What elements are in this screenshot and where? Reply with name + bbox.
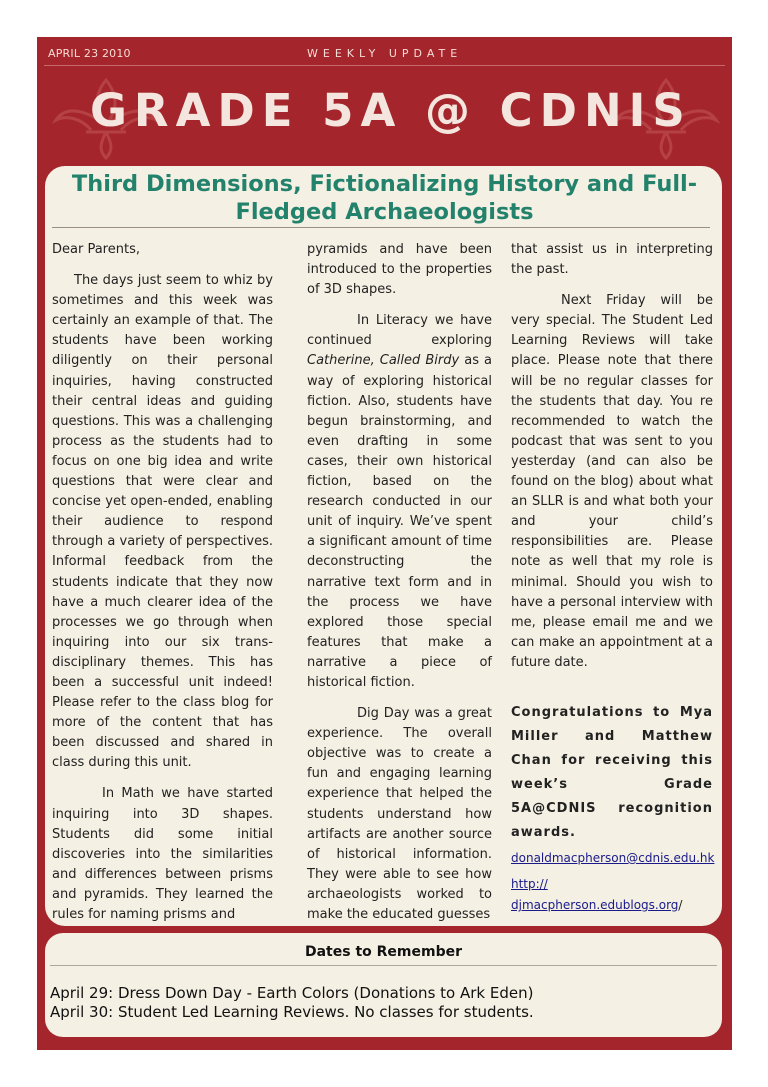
date-item: April 30: Student Led Learning Reviews. No classes for students.: [50, 1003, 534, 1021]
paragraph-3d-shapes: pyramids and have been introduced to the properties of 3D shapes.: [307, 242, 492, 298]
paragraph-sllr: Next Friday will be very special. The Student Led Learning Reviews will take place. Please note that there will be no regular classes for the students that day. You re recommended to watch the podcast that was sent to you yesterday (and can also be found on the blog) about what an SLLR is and what both your and your child’s responsibilities are. Please note as well that my role is minimal. Should you wish to have a personal interview with me, please email me and we can make an appointment at a future date.: [511, 293, 713, 670]
issue-date: APRIL 23 2010: [48, 47, 131, 60]
headline-divider: [52, 227, 710, 228]
paragraph-dig-day: Dig Day was a great experience. The overall objective was to create a fun and engaging learning experience that helped the students understand how artifacts are another source of historical information. They were able to see how archaeologists worked to make the educated guesses: [307, 706, 492, 922]
article-column-1: [52, 240, 273, 925]
dates-divider: [50, 965, 717, 966]
article-column-3: [511, 240, 713, 916]
book-title: Catherine, Called Birdy: [307, 353, 460, 369]
newsletter-title: GRADE 5A @ CDNIS: [90, 84, 692, 137]
paragraph-inquiries: The days just seem to whiz by sometimes and this week was certainly an example of that. The students have been working diligently on their personal inquiries, having constructed their central ideas and guiding questions. This was a challenging process as the students had to focus on one big idea and write questions that were clear and concise yet open-ended, enabling their audience to respond through a variety of perspectives. Informal feedback from the students indicate that they now have a much clearer idea of the processes we go through when inquiring into our six trans-disciplinary themes. This has been a successful unit indeed! Please refer to the class blog for more of the content that has been discussed and shared in class during this unit.: [52, 273, 273, 771]
blog-link-block: http:// djmacpherson.edublogs.org/: [511, 875, 713, 916]
blog-link-line-1[interactable]: http://: [511, 877, 548, 892]
salutation: Dear Parents,: [52, 242, 140, 257]
award-announcement: Congratulations to Mya Miller and Matthew Chan for receiving this week’s Grade 5A@CDNIS recognition awards.: [511, 704, 713, 840]
email-link[interactable]: donaldmacpherson@cdnis.edu.hk: [511, 850, 715, 865]
article-headline: Third Dimensions, Fictionalizing History and Full-Fledged Archaeologists: [71, 171, 698, 225]
dates-heading: Dates to Remember: [304, 944, 462, 960]
blog-link-line-2[interactable]: djmacpherson.edublogs.org: [511, 898, 679, 913]
paragraph-past: that assist us in interpreting the past.: [511, 242, 713, 278]
date-item: April 29: Dress Down Day - Earth Colors (Donations to Ark Eden): [50, 984, 534, 1002]
header-divider: [44, 65, 725, 66]
article-column-2: [307, 240, 492, 925]
paragraph-literacy: In Literacy we have continued exploring Catherine, Called Birdy as a way of exploring historical fiction. Also, students have begun brainstorming, and even drafting in some cases, their own historical fiction, based on the research conducted in our unit of inquiry. We’ve spent a significant amount of time deconstructing the narrative text form and in the process we have explored those special features that make a narrative a piece of historical fiction.: [307, 313, 492, 690]
weekly-update-label: WEEKLY UPDATE: [307, 47, 463, 60]
paragraph-math: In Math we have started inquiring into 3D shapes. Students did some initial discoveries into the similarities and differences between prisms and pyramids. They learned the rules for naming prisms and: [52, 786, 273, 922]
